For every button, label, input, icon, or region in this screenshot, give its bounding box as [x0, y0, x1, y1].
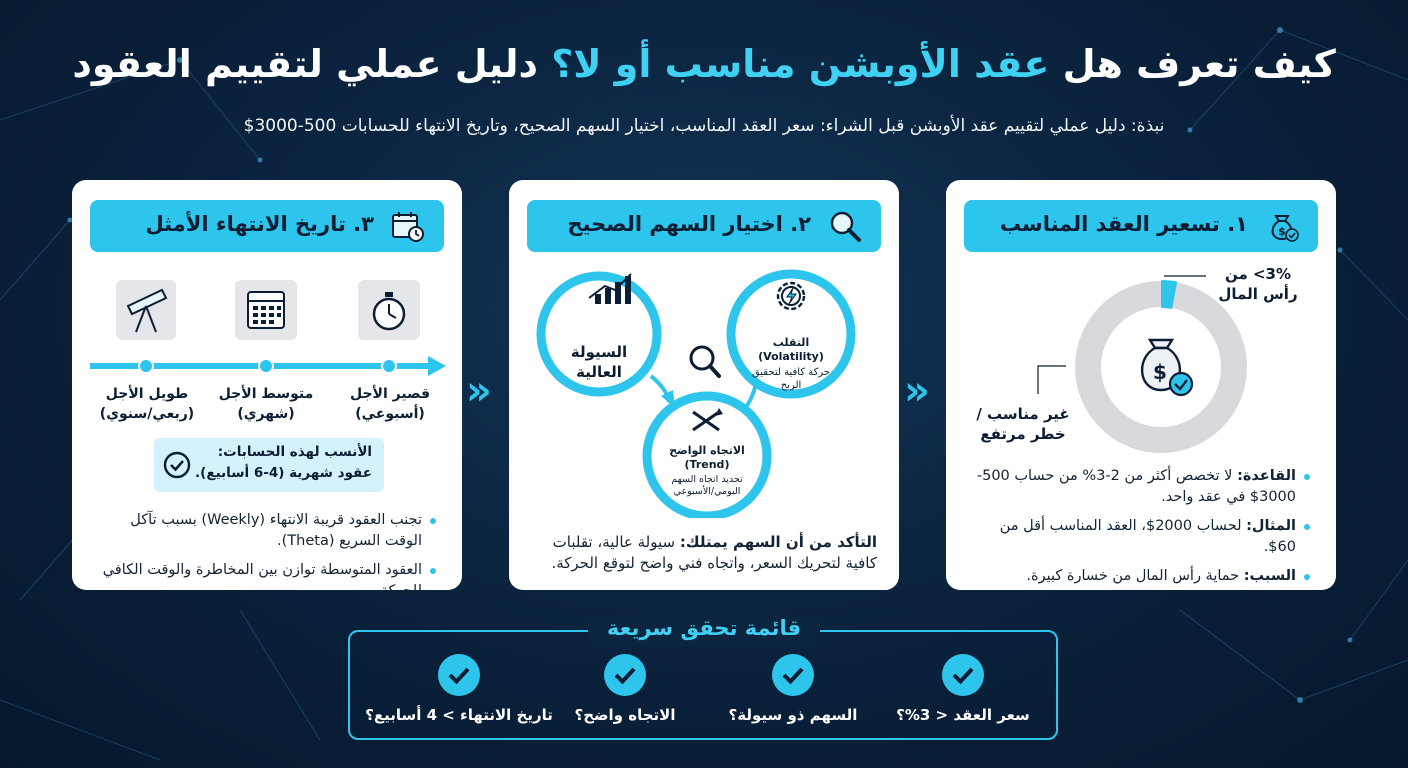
- checklist-item-label: سعر العقد < 3%؟: [896, 706, 1030, 724]
- mid-term-label: متوسط الأجل (شهري): [218, 386, 314, 422]
- checkmark-icon: [772, 654, 814, 696]
- donut-left-label: غير مناسب / خطر مرتفع: [976, 405, 1070, 443]
- checklist-title: قائمة تحقق سريعة: [588, 616, 820, 646]
- page-title: [0, 42, 1408, 86]
- check-circle-icon: [162, 450, 192, 480]
- short-term-label: قصير الأجل (أسبوعي): [349, 386, 431, 422]
- best-choice-box: [154, 438, 384, 492]
- checkmark-icon: [942, 654, 984, 696]
- chevron-left-icon: »: [904, 368, 930, 414]
- list-item: تجنب العقود قريبة الانتهاء (Weekly) بسبب تآكل الوقت السريع (Theta).: [92, 510, 436, 552]
- checklist-item: [878, 654, 1048, 724]
- card-stock-title: ٢. اختيار السهم الصحيح: [567, 212, 811, 236]
- checklist-item-label: تاريخ الانتهاء > 4 أسابيع؟: [365, 706, 553, 724]
- card-pricing: [946, 180, 1336, 590]
- volatility-title: التقلب (Volatility): [758, 336, 824, 363]
- stock-summary: [529, 532, 877, 574]
- liquidity-label: السيولة العالية: [570, 343, 628, 381]
- list-item: القاعدة: لا تخصص أكثر من 2-3% من حساب 500-3000$ في عقد واحد.: [966, 466, 1310, 508]
- donut-callout-label: 3%> من رأس المال: [1218, 265, 1298, 303]
- checkmark-icon: [438, 654, 480, 696]
- calendar-clock-icon: [390, 208, 426, 244]
- magnifier-icon: [827, 208, 863, 244]
- svg-text:$: $: [1153, 360, 1167, 384]
- title-part1: كيف تعرف هل: [1062, 42, 1336, 86]
- card-expiry: [72, 180, 462, 599]
- title-highlight: عقد الأوبشن مناسب أو لا؟: [551, 42, 1050, 86]
- best-choice-text: عقود شهرية (4-6 أسابيع).: [195, 465, 372, 481]
- trend-desc: تحديد اتجاه السهم اليومي/الأسبوعي: [671, 474, 743, 497]
- checklist-item: [708, 654, 878, 724]
- volatility-desc: حركة كافية لتحقيق الربح: [751, 367, 831, 391]
- card-pricing-title: ١. تسعير العقد المناسب: [999, 212, 1248, 236]
- best-choice-title: الأنسب لهذه الحسابات:: [217, 444, 372, 460]
- card-stock-header: [527, 200, 881, 252]
- page-subtitle: نبذة: دليل عملي لتقييم عقد الأوبشن قبل الشراء: سعر العقد المناسب، اختيار السهم الصحيح، وتاريخ الانتهاء للحسابات 500-3000$: [243, 116, 1165, 136]
- expiry-timeline: [72, 276, 462, 386]
- list-item: العقود المتوسطة توازن بين المخاطرة والوقت الكافي للحركة.: [92, 560, 436, 602]
- title-part2: دليل عملي لتقييم العقود: [72, 42, 538, 86]
- trend-title: الاتجاه الواضح (Trend): [669, 444, 745, 471]
- card-expiry-title: ٣. تاريخ الانتهاء الأمثل: [145, 212, 374, 236]
- svg-text:$: $: [1278, 225, 1286, 238]
- checklist-item-label: السهم ذو سيولة؟: [728, 706, 858, 724]
- checklist-item: [540, 654, 710, 724]
- card-expiry-header: [90, 200, 444, 252]
- list-item: المثال: لحساب 2000$، العقد المناسب أقل من 60$.: [966, 516, 1310, 558]
- card-stock: [509, 180, 899, 590]
- checkmark-icon: [604, 654, 646, 696]
- chevron-left-icon: »: [466, 368, 492, 414]
- pricing-bullets: [966, 466, 1310, 595]
- checklist-item: [364, 654, 554, 724]
- checklist-item-label: الاتجاه واضح؟: [574, 706, 676, 724]
- stock-summary-text: سيولة عالية، تقلبات كافية لتحريك السعر، واتجاه فني واضح لتوقع الحركة.: [551, 533, 877, 572]
- long-term-label: طويل الأجل (ربعي/سنوي): [99, 386, 195, 422]
- stock-summary-lead: التأكد من أن السهم يمتلك:: [679, 533, 877, 551]
- expiry-bullets: [92, 510, 436, 610]
- list-item: السبب: حماية رأس المال من خسارة كبيرة.: [966, 566, 1310, 587]
